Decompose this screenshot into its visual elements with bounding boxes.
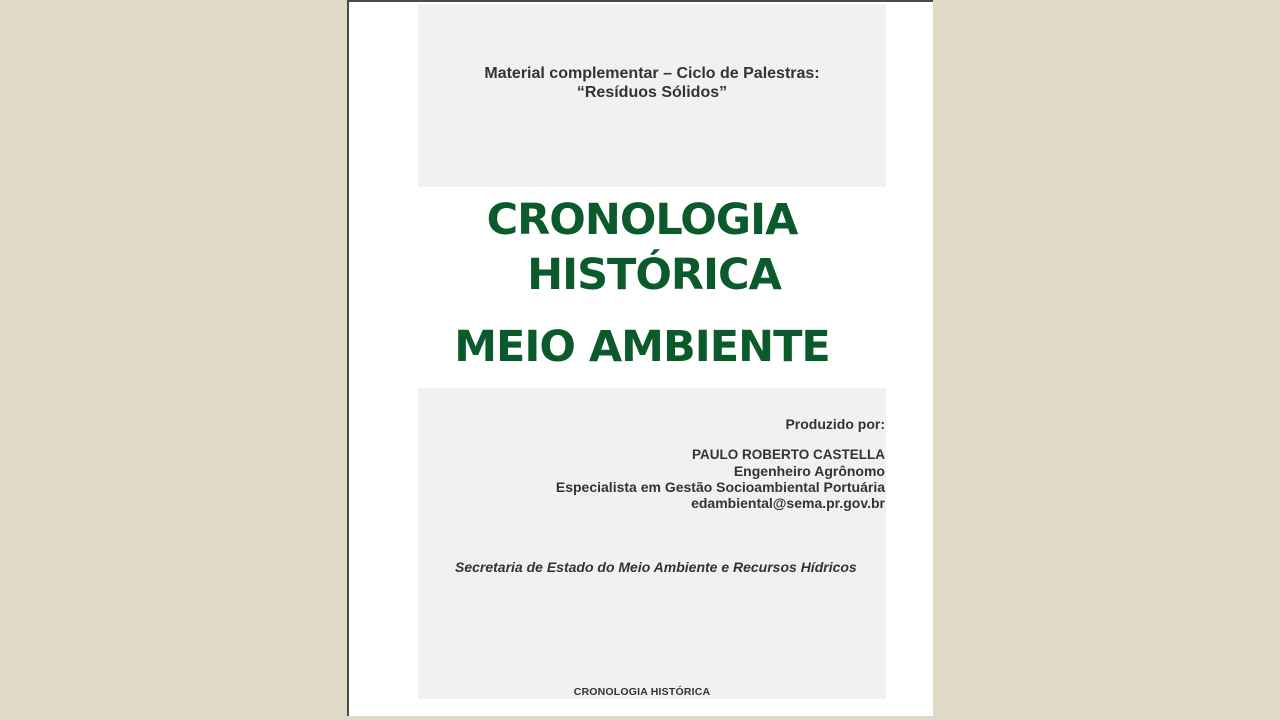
produced-by-label: Produzido por:	[785, 416, 885, 432]
subtitle-line-1: Material complementar – Ciclo de Palestras:	[484, 65, 820, 82]
title-line-2: HISTÓRICA	[527, 250, 781, 300]
subtitle-line-2: “Resíduos Sólidos”	[576, 84, 728, 101]
author-role: Engenheiro Agrônomo	[733, 463, 885, 479]
author-credits	[556, 416, 885, 511]
institution-name: Secretaria de Estado do Meio Ambiente e Recursos Hídricos	[455, 559, 857, 575]
author-specialty: Especialista em Gestão Socioambiental Portuária	[555, 479, 885, 495]
page-footer: CRONOLOGIA HISTÓRICA	[573, 686, 711, 698]
document-page	[347, 0, 933, 716]
document-subtitle	[418, 64, 886, 102]
author-email: edambiental@sema.pr.gov.br	[691, 495, 885, 511]
title-line-1: CRONOLOGIA	[486, 195, 798, 245]
author-name: PAULO ROBERTO CASTELLA	[691, 447, 885, 462]
title-line-3: MEIO AMBIENTE	[454, 322, 830, 372]
